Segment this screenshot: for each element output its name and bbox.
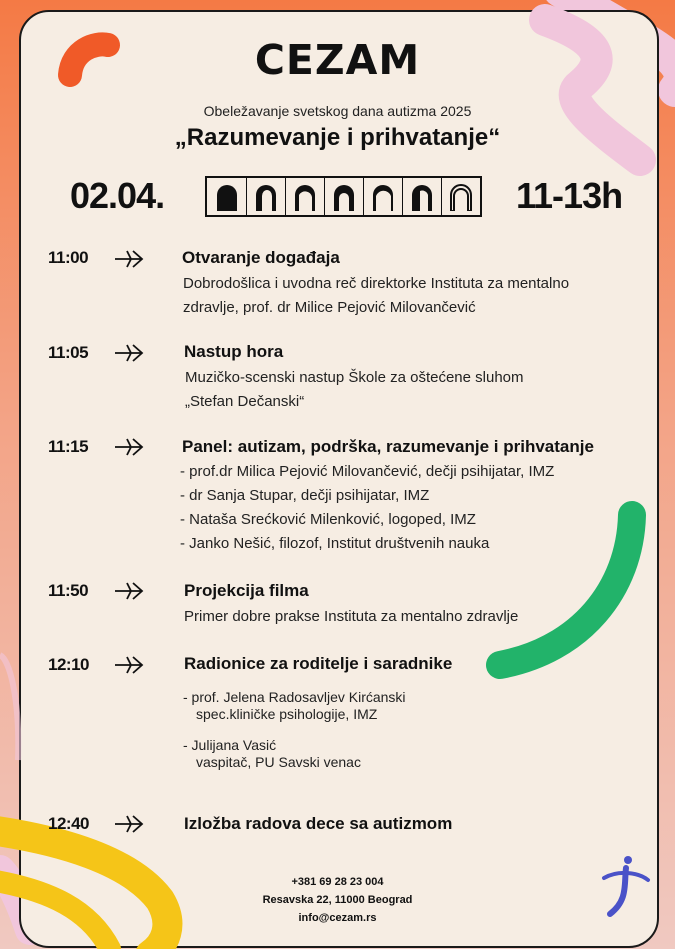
footer-phone: +381 69 28 23 004 xyxy=(291,876,384,888)
event-subtitle: Obeležavanje svetskog dana autizma 2025 xyxy=(203,103,472,119)
arrow-right-icon xyxy=(113,654,145,676)
description-line: - Janko Nešić, filozof, Institut društvenih nauka xyxy=(180,535,490,552)
schedule-title: Izložba radova dece sa autizmom xyxy=(184,814,453,833)
arch-icon xyxy=(441,178,480,215)
description-line: - Nataša Srećković Milenković, logoped, IMZ xyxy=(180,511,476,528)
description-line: spec.kliničke psihologije, IMZ xyxy=(196,706,378,722)
schedule-description xyxy=(185,366,524,414)
arrow-right-icon xyxy=(113,813,145,835)
schedule-title: Panel: autizam, podrška, razumevanje i prihvatanje xyxy=(182,437,594,456)
event-time-range: 11-13h xyxy=(516,175,623,216)
schedule-time: 11:00 xyxy=(48,248,89,267)
description-line: - prof. Jelena Radosavljev Kirćanski xyxy=(183,689,406,705)
arch-icon xyxy=(246,178,285,215)
description-line: - prof.dr Milica Pejović Milovančević, dečji psihijatar, IMZ xyxy=(180,463,555,480)
arch-icon xyxy=(285,178,324,215)
schedule-time: 11:50 xyxy=(48,581,89,600)
description-line: Dobrodošlica i uvodna reč direktorke Instituta za mentalno xyxy=(183,275,570,292)
arch-icon xyxy=(324,178,363,215)
footer-address: Resavska 22, 11000 Beograd xyxy=(262,894,413,906)
schedule-title: Projekcija filma xyxy=(184,581,309,600)
schedule-time: 11:15 xyxy=(48,437,89,456)
schedule-title: Nastup hora xyxy=(184,342,284,361)
schedule-description xyxy=(180,460,554,556)
arrow-right-icon xyxy=(113,436,145,458)
cezam-logo: CEZAM xyxy=(254,36,421,84)
arch-icon xyxy=(207,178,246,215)
description-line: Primer dobre prakse Instituta za mentalno zdravlje xyxy=(184,608,519,625)
event-date: 02.04. xyxy=(70,175,165,216)
arch-icon-strip xyxy=(205,176,482,217)
schedule-time: 12:40 xyxy=(48,814,89,833)
description-line: vaspitač, PU Savski venac xyxy=(196,754,361,770)
arch-icon xyxy=(363,178,402,215)
description-line: Muzičko-scenski nastup Škole za oštećene sluhom xyxy=(185,369,524,386)
arrow-right-icon xyxy=(113,580,145,602)
description-line: zdravlje, prof. dr Milice Pejović Milovančević xyxy=(183,299,476,316)
arrow-right-icon xyxy=(113,248,145,270)
description-line: - dr Sanja Stupar, dečji psihijatar, IMZ xyxy=(180,487,430,504)
description-line: „Stefan Dečanski“ xyxy=(185,393,305,410)
schedule-time: 12:10 xyxy=(48,655,89,674)
arrow-right-icon xyxy=(113,342,145,364)
schedule-description xyxy=(184,605,518,629)
schedule-title: Radionice za roditelje i saradnike xyxy=(184,654,453,673)
arch-icon xyxy=(402,178,441,215)
schedule-time: 11:05 xyxy=(48,343,89,362)
schedule-description xyxy=(183,689,406,771)
event-title: „Razumevanje i prihvatanje“ xyxy=(174,124,501,151)
description-line: - Julijana Vasić xyxy=(183,737,277,753)
schedule-title: Otvaranje događaja xyxy=(182,248,340,267)
footer-email: info@cezam.rs xyxy=(298,912,377,924)
schedule-description xyxy=(183,272,569,320)
institute-logo-icon xyxy=(598,850,652,920)
